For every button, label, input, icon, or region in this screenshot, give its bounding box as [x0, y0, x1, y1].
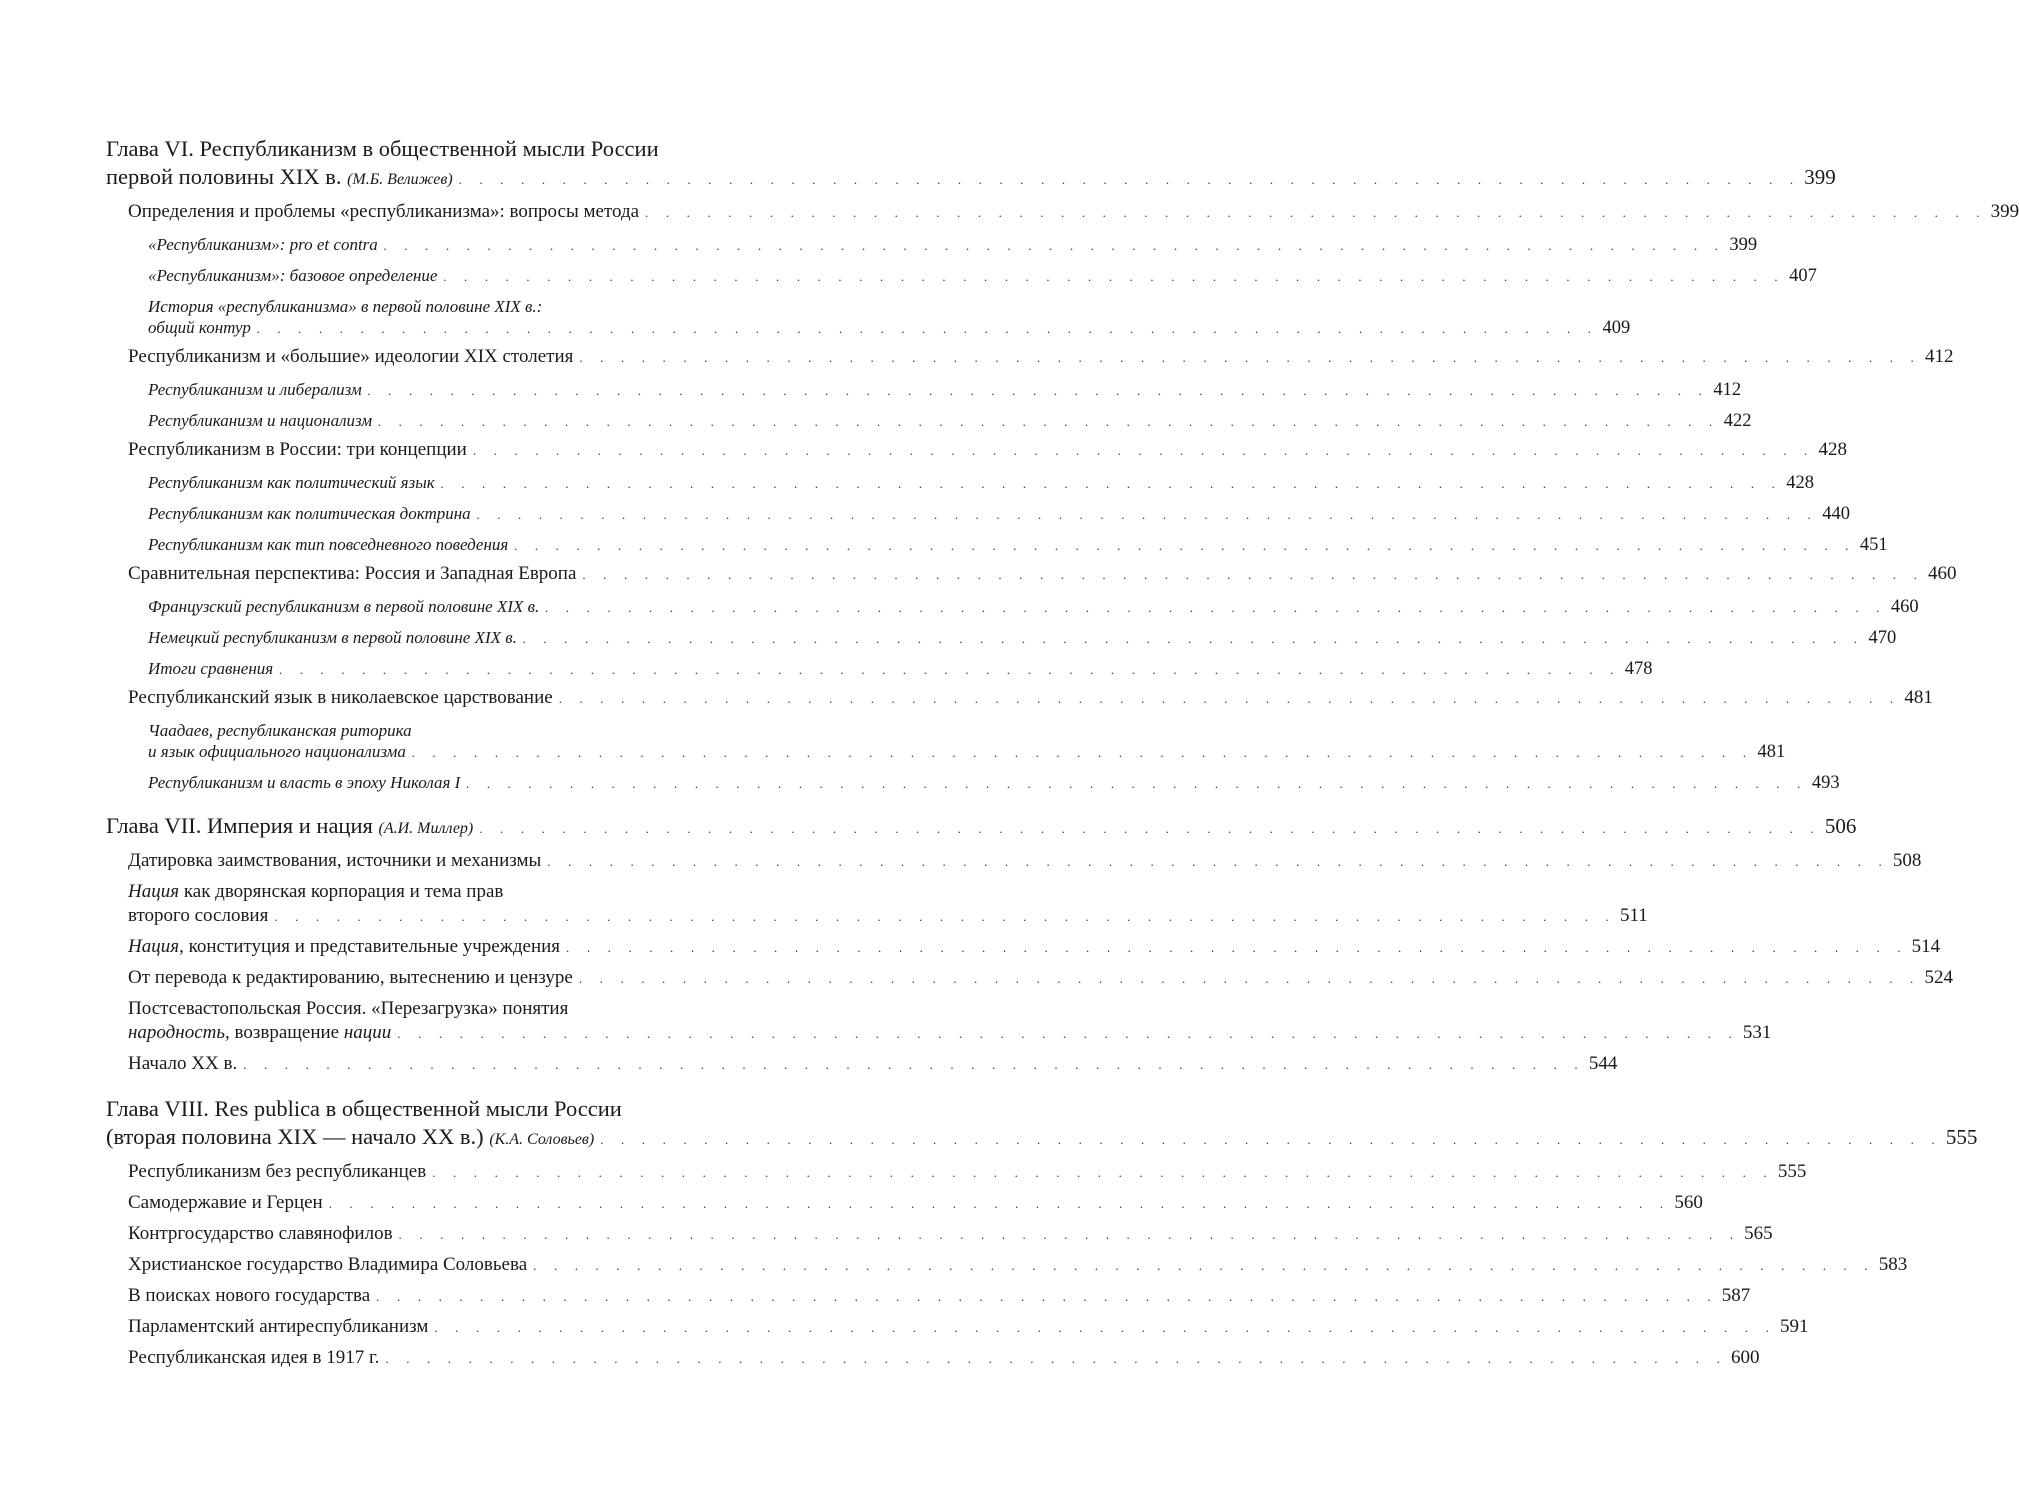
chapter-heading: [106, 135, 1836, 194]
dot-leader: . . . . . . . . . . . . . . . . . . . . . . . . . . . . . . . . . . . . . . . . . . . . . . . . . . . . . . . . . . . . . . . . .: [383, 238, 1726, 253]
page-number: 565: [1744, 1223, 1773, 1244]
chapter-title-line: Глава VIII. Res publica в общественной мысли России: [106, 1096, 622, 1121]
entry-text: Республиканизм как политическая доктрина: [148, 504, 471, 523]
toc-subentry: [106, 534, 1888, 556]
toc-entry: [106, 1222, 1773, 1247]
entry-text: «Республиканизм»: базовое определение: [148, 266, 438, 285]
page-number: 451: [1859, 535, 1888, 555]
toc-subentry: [106, 265, 1817, 287]
page-number: 440: [1822, 504, 1851, 524]
dot-leader: . . . . . . . . . . . . . . . . . . . . . . . . . . . . . . . . . . . . . . . . . . . . . . . . . . . . . . . . . . . . . . . . .: [645, 205, 1987, 220]
dot-leader: . . . . . . . . . . . . . . . . . . . . . . . . . . . . . . . . . . . . . . . . . . . . . . . . . . . . . . . . . . . . . . . . .: [328, 1196, 1671, 1211]
dot-leader: . . . . . . . . . . . . . . . . . . . . . . . . . . . . . . . . . . . . . . . . . . . . . . . . . . . . . . . . . . . . . . . . .: [243, 1057, 1585, 1072]
table-of-contents: [106, 135, 2019, 1389]
page-number: 555: [1945, 1125, 1978, 1149]
entry-italic-term: Нация: [128, 881, 180, 902]
dot-leader: . . . . . . . . . . . . . . . . . . . . . . . . . . . . . . . . . . . . . . . . . . . . . . . . . . . . . . . . . . . . . . . . .: [398, 1227, 1741, 1242]
dot-leader: . . . . . . . . . . . . . . . . . . . . . . . . . . . . . . . . . . . . . . . . . . . . . . . . . . . . . . . . . . . . . . . . .: [472, 443, 1815, 458]
page-number: 481: [1904, 687, 1933, 708]
chapter-title-line: Глава VII. Империя и нация: [106, 813, 373, 838]
toc-entry: [106, 686, 1933, 711]
entry-text: Республиканизм и власть в эпоху Николая I: [148, 773, 461, 792]
chapter-heading: [106, 812, 1857, 843]
chapter-author: (А.И. Миллер): [378, 820, 474, 837]
dot-leader: . . . . . . . . . . . . . . . . . . . . . . . . . . . . . . . . . . . . . . . . . . . . . . . . . . . . . . . . . . . . . . . . .: [411, 745, 1754, 760]
toc-entry: [106, 200, 2019, 225]
dot-leader: . . . . . . . . . . . . . . . . . . . . . . . . . . . . . . . . . . . . . . . . . . . . . . . . . . . . . . . . . . . . . . . . .: [385, 1351, 1727, 1366]
page-number: 422: [1723, 411, 1752, 431]
toc-subentry: [106, 772, 1840, 794]
toc-subentry: [106, 720, 1786, 763]
dot-leader: . . . . . . . . . . . . . . . . . . . . . . . . . . . . . . . . . . . . . . . . . . . . . . . . . . . . . . . . . . . . . . . . .: [582, 567, 1925, 582]
entry-text: Христианское государство Владимира Соловьева: [128, 1254, 528, 1275]
entry-text: Республиканский язык в николаевское царствование: [128, 687, 553, 708]
dot-leader: . . . . . . . . . . . . . . . . . . . . . . . . . . . . . . . . . . . . . . . . . . . . . . . . . . . . . . . . . . . . . . . . .: [566, 940, 1908, 955]
entry-text: Определения и проблемы «республиканизма»: вопросы метода: [128, 201, 640, 222]
chapter-6: [106, 135, 2019, 794]
toc-subentry: [106, 596, 1919, 618]
toc-entry: [106, 345, 1954, 370]
page-number: 470: [1868, 628, 1897, 648]
toc-subentry: [106, 503, 1851, 525]
toc-entry: [106, 1052, 1618, 1077]
dot-leader: . . . . . . . . . . . . . . . . . . . . . . . . . . . . . . . . . . . . . . . . . . . . . . . . . . . . . . . . . . . . . . . . .: [434, 1320, 1776, 1335]
entry-text: Республиканизм без республиканцев: [128, 1161, 427, 1182]
toc-entry: [106, 997, 1772, 1046]
chapter-title-line: первой половины XIX в.: [106, 164, 342, 189]
entry-text: Республиканизм и либерализм: [148, 380, 362, 399]
page-number: 412: [1924, 346, 1954, 367]
entry-text: Датировка заимствования, источники и механизмы: [128, 850, 542, 871]
page-number: 587: [1721, 1285, 1751, 1306]
toc-entry: [106, 1315, 1809, 1340]
entry-text: , конституция и представительные учреждения: [179, 936, 561, 957]
page-number: 506: [1824, 814, 1857, 838]
chapter-8: [106, 1095, 1978, 1371]
page-number: 481: [1757, 742, 1786, 762]
toc-entry: [106, 438, 1847, 463]
page-number: 591: [1779, 1316, 1809, 1337]
entry-text: Французский республиканизм в первой половине XIX в.: [148, 597, 540, 616]
toc-subentry: [106, 472, 1815, 494]
dot-leader: . . . . . . . . . . . . . . . . . . . . . . . . . . . . . . . . . . . . . . . . . . . . . . . . . . . . . . . . . . . . . . . . .: [579, 350, 1921, 365]
dot-leader: . . . . . . . . . . . . . . . . . . . . . . . . . . . . . . . . . . . . . . . . . . . . . . . . . . . . . . . . . . . . . . . . .: [279, 662, 1621, 677]
dot-leader: . . . . . . . . . . . . . . . . . . . . . . . . . . . . . . . . . . . . . . . . . . . . . . . . . . . . . . . . . . . . . . . . .: [378, 414, 1720, 429]
chapter-author: (К.А. Соловьев): [489, 1131, 595, 1148]
page-number: 600: [1731, 1347, 1760, 1368]
page-number: 412: [1713, 380, 1742, 400]
entry-text: Республиканская идея в 1917 г.: [128, 1347, 380, 1368]
dot-leader: . . . . . . . . . . . . . . . . . . . . . . . . . . . . . . . . . . . . . . . . . . . . . . . . . . . . . . . . . . . . . . . . .: [256, 321, 1599, 336]
entry-text: Итоги сравнения: [148, 659, 274, 678]
page-number: 428: [1818, 439, 1847, 460]
toc-subentry: [106, 234, 1758, 256]
toc-entry: [106, 1346, 1760, 1371]
toc-entry: [106, 562, 1957, 587]
dot-leader: . . . . . . . . . . . . . . . . . . . . . . . . . . . . . . . . . . . . . . . . . . . . . . . . . . . . . . . . . . . . . . . . .: [397, 1026, 1739, 1041]
entry-italic-term: народность: [128, 1022, 226, 1043]
entry-text: Республиканизм и «большие» идеологии XIX столетия: [128, 346, 574, 367]
toc-subentry: [106, 658, 1653, 680]
toc-entry: [106, 1284, 1751, 1309]
dot-leader: . . . . . . . . . . . . . . . . . . . . . . . . . . . . . . . . . . . . . . . . . . . . . . . . . . . . . . . . . . . . . . . . .: [367, 383, 1710, 398]
entry-text: «Республиканизм»: pro et contra: [148, 235, 378, 254]
toc-entry: [106, 935, 1941, 960]
chapter-7: [106, 812, 1953, 1077]
entry-text: Немецкий республиканизм в первой половине XIX в.: [148, 628, 517, 647]
dot-leader: . . . . . . . . . . . . . . . . . . . . . . . . . . . . . . . . . . . . . . . . . . . . . . . . . . . . . . . . . . . . . . . . .: [514, 538, 1856, 553]
toc-entry: [106, 1160, 1807, 1185]
toc-entry: [106, 1253, 1908, 1278]
page-number: 399: [1990, 201, 2019, 222]
dot-leader: . . . . . . . . . . . . . . . . . . . . . . . . . . . . . . . . . . . . . . . . . . . . . . . . . . . . . . . . . . . . . . . . .: [578, 971, 1921, 986]
entry-text-line: История «республиканизма» в первой половине XIX в.:: [148, 297, 543, 316]
toc-entry: [106, 966, 1953, 991]
dot-leader: . . . . . . . . . . . . . . . . . . . . . . . . . . . . . . . . . . . . . . . . . . . . . . . . . . . . . . . . . . . . . . . . .: [545, 600, 1887, 615]
page-number: 407: [1789, 266, 1817, 286]
entry-text: В поисках нового государства: [128, 1285, 371, 1306]
entry-text: второго сословия: [128, 905, 269, 926]
page-number: 460: [1890, 597, 1919, 617]
page-number: 428: [1786, 473, 1815, 493]
chapter-author: (М.Б. Велижев): [347, 171, 453, 188]
entry-text: Республиканизм как тип повседневного поведения: [148, 535, 509, 554]
entry-text: От перевода к редактированию, вытеснению и цензуре: [128, 967, 573, 988]
page-number: 399: [1804, 165, 1836, 189]
dot-leader: . . . . . . . . . . . . . . . . . . . . . . . . . . . . . . . . . . . . . . . . . . . . . . . . . . . . . . . . . . . . . . . . .: [440, 476, 1783, 491]
toc-subentry: [106, 379, 1742, 401]
dot-leader: . . . . . . . . . . . . . . . . . . . . . . . . . . . . . . . . . . . . . . . . . . . . . . . . . . . . . . . . . . . . . . . . .: [443, 269, 1786, 284]
dot-leader: . . . . . . . . . . . . . . . . . . . . . . . . . . . . . . . . . . . . . . . . . . . . . . . . . . . . . . . . . . . . . . . . .: [547, 854, 1889, 869]
dot-leader: . . . . . . . . . . . . . . . . . . . . . . . . . . . . . . . . . . . . . . . . . . . . . . . . . . . . . . . . . . . . . . . . .: [600, 1132, 1942, 1147]
chapter-title-line: (вторая половина XIX — начало XX в.): [106, 1124, 484, 1149]
dot-leader: . . . . . . . . . . . . . . . . . . . . . . . . . . . . . . . . . . . . . . . . . . . . . . . . . . . . . . . . . . . . . . . . .: [522, 631, 1865, 646]
page-number: 555: [1777, 1161, 1807, 1182]
entry-text: и язык официального национализма: [148, 742, 406, 761]
toc-entry: [106, 880, 1648, 929]
entry-text: Республиканизм как политический язык: [148, 473, 435, 492]
dot-leader: . . . . . . . . . . . . . . . . . . . . . . . . . . . . . . . . . . . . . . . . . . . . . . . . . . . . . . . . . . . . . . . . .: [476, 507, 1819, 522]
entry-text: , возвращение: [225, 1022, 344, 1043]
toc-subentry: [106, 296, 1631, 339]
page-number: 409: [1602, 318, 1631, 338]
entry-text-line: Чаадаев, республиканская риторика: [148, 721, 412, 740]
page-number: 514: [1911, 936, 1941, 957]
entry-text-line: Постсевастопольская Россия. «Перезагрузка» понятия: [128, 998, 569, 1019]
page-number: 460: [1928, 563, 1957, 584]
dot-leader: . . . . . . . . . . . . . . . . . . . . . . . . . . . . . . . . . . . . . . . . . . . . . . . . . . . . . . . . . . . . . . . . .: [432, 1165, 1774, 1180]
dot-leader: . . . . . . . . . . . . . . . . . . . . . . . . . . . . . . . . . . . . . . . . . . . . . . . . . . . . . . . . . . . . . . . . .: [466, 776, 1808, 791]
page-number: 478: [1624, 659, 1653, 679]
toc-subentry: [106, 627, 1897, 649]
entry-text-line: как дворянская корпорация и тема прав: [179, 881, 504, 902]
page-number: 399: [1729, 235, 1758, 255]
entry-text: Республиканизм в России: три концепции: [128, 439, 467, 460]
dot-leader: . . . . . . . . . . . . . . . . . . . . . . . . . . . . . . . . . . . . . . . . . . . . . . . . . . . . . . . . . . . . . . . . .: [533, 1258, 1875, 1273]
page-number: 524: [1924, 967, 1953, 988]
page-number: 544: [1588, 1053, 1618, 1074]
dot-leader: . . . . . . . . . . . . . . . . . . . . . . . . . . . . . . . . . . . . . . . . . . . . . . . . . . . . . . . . . . . . . . . . .: [274, 909, 1616, 924]
dot-leader: . . . . . . . . . . . . . . . . . . . . . . . . . . . . . . . . . . . . . . . . . . . . . . . . . . . . . . . . . . . . . . . . .: [558, 691, 1901, 706]
entry-text: Республиканизм и национализм: [148, 411, 373, 430]
dot-leader: . . . . . . . . . . . . . . . . . . . . . . . . . . . . . . . . . . . . . . . . . . . . . . . . . . . . . . . . . . . . . . . . .: [376, 1289, 1718, 1304]
entry-text: Контргосударство славянофилов: [128, 1223, 393, 1244]
entry-italic-term: Нация: [128, 936, 180, 957]
entry-italic-term: нации: [343, 1022, 392, 1043]
chapter-title-line: Глава VI. Республиканизм в общественной мысли России: [106, 136, 659, 161]
toc-subentry: [106, 410, 1752, 432]
chapter-heading: [106, 1095, 1978, 1154]
toc-entry: [106, 1191, 1703, 1216]
page-number: 493: [1811, 773, 1840, 793]
page-number: 560: [1674, 1192, 1703, 1213]
page-number: 508: [1892, 850, 1922, 871]
page-number: 531: [1742, 1022, 1772, 1043]
page-number: 511: [1619, 905, 1648, 926]
entry-text: общий контур: [148, 318, 251, 337]
page-number: 583: [1878, 1254, 1908, 1275]
entry-text: Парламентский антиреспубликанизм: [128, 1316, 429, 1337]
entry-text: Сравнительная перспектива: Россия и Западная Европа: [128, 563, 577, 584]
toc-entry: [106, 849, 1922, 874]
entry-text: Начало XX в.: [128, 1053, 238, 1074]
dot-leader: . . . . . . . . . . . . . . . . . . . . . . . . . . . . . . . . . . . . . . . . . . . . . . . . . . . . . . . . . . . . . . . . .: [458, 172, 1801, 187]
entry-text: Самодержавие и Герцен: [128, 1192, 323, 1213]
dot-leader: . . . . . . . . . . . . . . . . . . . . . . . . . . . . . . . . . . . . . . . . . . . . . . . . . . . . . . . . . . . . . . . . .: [479, 821, 1821, 836]
